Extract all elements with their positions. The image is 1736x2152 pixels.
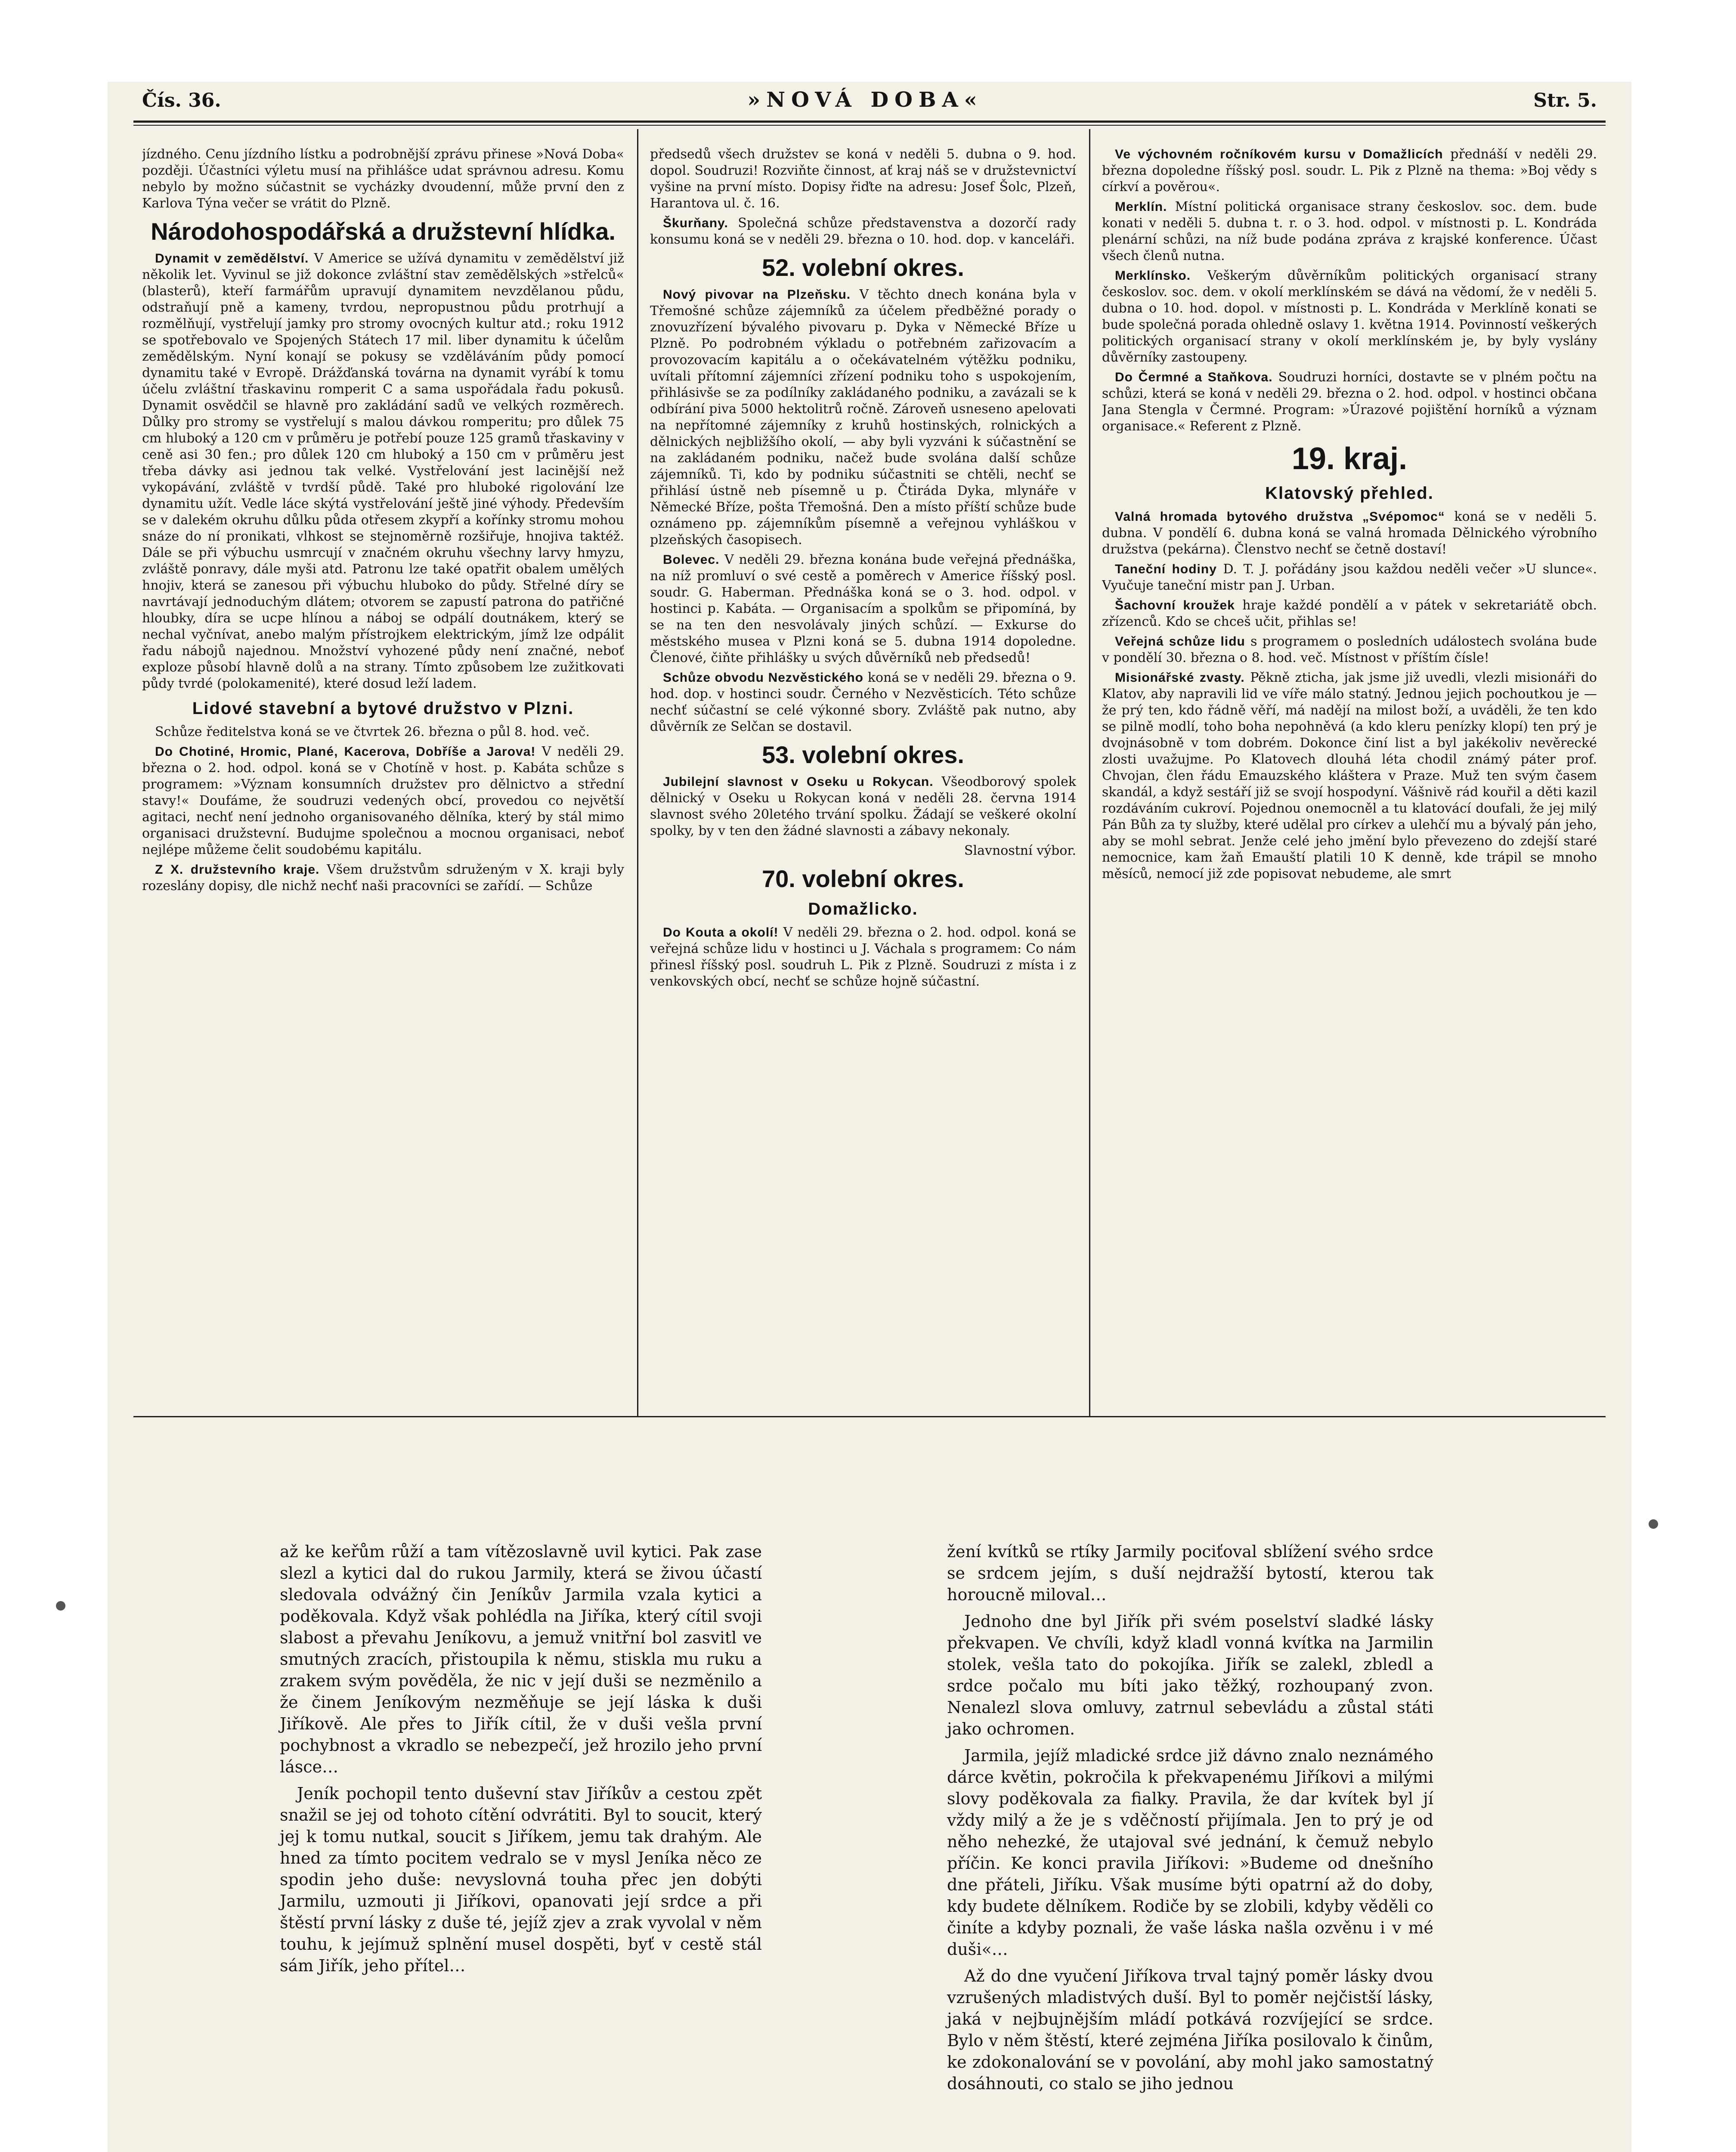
article-lead: Merklín. <box>1115 200 1167 214</box>
article-chotine <box>142 744 624 858</box>
article-lead: Veřejná schůze lidu <box>1115 634 1245 649</box>
section-subheading: Klatovský přehled. <box>1265 484 1434 503</box>
binding-hole <box>1649 1519 1658 1529</box>
article-x-kraj <box>142 862 624 894</box>
article-lead: Dynamit v zemědělství. <box>155 251 309 266</box>
article-text: Všeodborový spolek dělnický v Oseku u Rokycan koná v neděli 28. června 1914 slavnost svého 20letého trvání spolku. Žádají se veškeré okolní spolky, by v ten den žádné slavnosti a zábavy nekonaly. <box>650 774 1076 838</box>
header-rule-thin <box>133 125 1606 126</box>
page-number: Str. 5. <box>1533 90 1597 111</box>
section-heading: 70. volební okres. <box>762 865 964 892</box>
article-lead: Nový pivovar na Plzeňsku. <box>663 288 851 302</box>
article-text: s programem o posledních událostech svolána bude v pondělí 30. března o 8. hod. več. Místnost v příštím čísle! <box>1102 634 1597 665</box>
article-verejna <box>1102 634 1597 666</box>
article-text: V neděli 29. března o 2. hod. odpol. koná se veřejná schůze lidu v hostinci u J. Váchala s programem: Co nám přinesl říšský posl. soudruh L. Pik z Plzně. Soudruzi z místa i z venkovských obcí, nechť se schůze hojně súčastní. <box>650 925 1076 989</box>
binding-hole <box>56 1601 65 1611</box>
serial-paragraph: žení kvítků se rtíky Jarmily pociťoval sblížení svého srdce se srdcem jejím, s duší nejdražší bytostí, kterou tak horoucně miloval… <box>947 1542 1433 1604</box>
article-merklinsko <box>1102 268 1597 366</box>
serial-left <box>280 1541 762 1982</box>
column-1 <box>142 146 624 1420</box>
article-lead: Valná hromada bytového družstva „Svépomoc“ <box>1115 510 1445 524</box>
page-header <box>108 82 1631 116</box>
article-kout <box>650 924 1076 990</box>
article-lead: Misionářské zvasty. <box>1115 671 1245 685</box>
article-text: V Americe se užívá dynamitu v zemědělství již několik let. Vyvinul se již dokonce zvláštní stav zemědělských »střelců« (blasterů), kteří farmářům upravují dynamitem nevzdělanou půdu, odstraňují pně a kameny, tvrdou, nepropustnou půdu protrhují a rozmělňují, vystřelují jamky pro stromy ovocných kultur atd.; roku 1912 se spotřebovalo ve Spojených Státech 17 mil. liber dynamitu k účelům zemědělským. Nyní konají se pokusy se vzděláváním půdy pomocí dynamitu také v Evropě. Drážďanská továrna na dynamit vyrábí k tomu účelu zvláštní třaskavinu romperit C a sama uspořádala řadu pokusů. Dynamit osvědčil se hlavně pro zakládání sadů ve velkých rozměrech. Důlky pro stromy se vystřelují s malou dávkou romperitu; pro důlek 75 cm hluboký a 120 cm v průměru je potřebí pouze 125 gramů třaskaviny v ceně asi 30 fen.; pro důlek 120 cm hluboký a 150 cm v průměru jest třeba dávky asi jednou tak velké. Vystřelování jest lacinější než vykopávání, zvláště v tvrdší půdě. Také pro hluboké rigolování lze dynamitu užít. Vedle láce skýtá vystřelování ještě jiné výhody. Především se v dalekém okruhu důlku půda otřesem zkypří a kořínky stromu mohou snáze do ní pronikati, vlhkost se stejnoměrně rozšiřuje, hnojiva taktéž. Dále se při výbuchu usmrcují v značném okruhu všechny larvy hmyzu, zvláště ponravy, dále myši atd. Patronu lze také opatřit obalem umělých hnojiv, která se zanesou při výbuchu hluboko do půdy. Střelné díry se navrtávají jednoduchým dlátem; otvorem se zapustí patrona do patřičné hloubky, díra se ucpe hlínou a náboj se odpálí doutnákem, který se nechal vyčnívat, anebo malým přístrojkem elektrickým, jímž lze odpálit řadu nábojů najednou. Množství vyhozené půdy není značné, neboť exploze působí hlavně dolů a na strany. Tímto způsobem lze zužitkovati půdy tvrdé (polokamenité), které dosud leží ladem. <box>142 251 624 691</box>
serial-paragraph: až ke keřům růží a tam vítězoslavně uvil kytici. Pak zase slezl a kytici dal do rukou Jarmily, která se živou účastí sledovala odvážný čin Jeníkův Jarmila vzala kytici a poděkovala. Když však pohlédla na Jiříka, který cítil svoji slabost a převahu Jeníkovu, a jemuž vnitřní bol zasvitl ve smutných zracích, přistoupila k němu, stiskla mu ruku a zrakem svým pověděla, že nic v její duši se nezměnilo a že činem Jeníkovým nezměňuje se její láska k duši Jiříkově. Ale přes to Jiřík cítil, že v duši vešla první pochybnost a vkradlo se nebezpečí, jež hrozilo jeho první lásce… <box>280 1542 762 1776</box>
article-lead: Do Čermné a Staňkova. <box>1115 370 1273 384</box>
article-lead: Šachovní kroužek <box>1115 598 1235 612</box>
article-text: hraje každé pondělí a v pátek v sekretariátě obch. zřízenců. Kdo se chceš učit, přihlas se! <box>1102 598 1597 629</box>
section-heading: 19. kraj. <box>1291 442 1408 476</box>
article-merklin <box>1102 199 1597 264</box>
article-bolevec <box>650 552 1076 666</box>
article-text: Soudruzi horníci, dostavte se v plném počtu na schůzi, která se koná v neděli 29. března o 2. hod. odpol. v hostinci občana Jana Stengla v Čermné. Program: »Úrazové pojištění horníků a význam organisace.« Referent z Plzně. <box>1102 370 1597 434</box>
article-lead: Do Kouta a okolí! <box>663 925 779 940</box>
article-svepomoc <box>1102 509 1597 558</box>
section-rule <box>133 1416 1606 1417</box>
article-text: Veškerým důvěrníkům politických organisací strany českoslov. soc. dem. v okolí merklínském se dává na vědomí, že v neděli 5. dubna o 10. hod. dopol. v místnosti p. L. Kondráda v Merklíně konati se bude společná porada ohledně oslavy 1. května 1914. Povinností veškerých politických organisací strany v okolí merklínském je, by byly vyslány důvěrníky zastoupeny. <box>1102 268 1597 365</box>
section-subheading: Domažlicko. <box>808 900 918 918</box>
article-text: koná se v neděli 5. dubna. V pondělí 6. dubna koná se valná hromada Dělnického výrobního družstva (pekárna). Členstvo nechť se četně dostaví! <box>1102 509 1597 557</box>
article-heading: Lidové stavební a bytové družstvo v Plzni. <box>192 699 574 718</box>
article-text: koná se v neděli 29. března o 9. hod. dop. v hostinci soudr. Černého v Nezvěsticích. Této schůze nechť súčastní se celé výkonné sbory. Zvláště pak nutno, aby důvěrník ze Selčan se dostavil. <box>650 670 1076 734</box>
issue-number: Čís. 36. <box>142 90 221 111</box>
article-lead: Merklínsko. <box>1115 269 1191 283</box>
article-text: Všem družstvům sdruženým v X. kraji byly rozeslány dopisy, dle nichž nechť naši pracovníci se zařídí. — Schůze <box>142 862 624 894</box>
article-text: V těchto dnech konána byla v Třemošné schůze zájemníků za účelem předběžné porady o znovuzřízení bývalého pivovaru p. Dyka v Německé Bříze u Plzně. Po podrobném výkladu o potřebném zařizovacím a provozovacím kapitálu a o očekávatelném výtěžku podniku, uvítali přítomní zájemníci zřízení podniku toho s uspokojením, přihlásivše se za podílníky zakládaného podniku, a zavázali se k odbírání piva 5000 hektolitrů ročně. Zároveň usneseno apelovati na nepřítomné zájemníky z kruhů hostinských, rolnických a dělnických nejbližšího okolí, — aby byli vyzváni k súčastnění se na zakládaném podniku, načež bude svolána další schůze zájemníků. Ti, kdo by podniku súčastniti se chtěli, nechť se přihlásí ústně neb písemně u p. Čtiráda Dyka, mlynáře v Německé Bříze, pošta Třemošná. Den a místo příští schůze bude oznámeno pp. zájemníkům písemně a veřejnou vyhláškou v plzeňských časopisech. <box>650 287 1076 547</box>
article-tanecni <box>1102 561 1597 594</box>
article-text: Pěkně zticha, jak jsme již uvedli, vlezli misionáři do Klatov, aby napravili lid ve víře málo statný. Jednou jejich pochoutkou je — že prý ten, kdo řádně věří, má nadějí na milost boží, a uváděli, že ten kdo se pilně modlí, toho boha nepohněvá (a kdo kleru penízky klopí) ten prý je dvojnásobně v tom dobrém. Dokonce činí list a byl jakékoliv nevěrecké zlosti uvažujme. Po Klatovech dlouhá léta chodil známý páter prof. Chvojan, člen řádu Emauzského kláštera v Praze. Muž ten svým časem skandál, a když sestáří již se svojí hospodyní. Vášnivě rád kouřil a děti kazil rozdáváním cukroví. Pojednou onemocněl a tu klatovácí doufali, že jej milý Pán Bůh za ty služby, které udělal pro církev a ulehčí mu a bývalý pán jeho, aby se mohl sebrat. Jenže celé jeho jmění bylo převezeno do zdejší staré nemocnice, kam žaň Emauští platili 10 K denně, kde trápil se mnoho měsíců, nemocí již zde popisovat nebudeme, ale smrt <box>1102 670 1597 881</box>
article-skurnany <box>650 215 1076 248</box>
column-2 <box>650 146 1076 1420</box>
article-osek <box>650 774 1076 839</box>
article-text: D. T. J. pořádány jsou každou neděli večer »U slunce«. Vyučuje taneční mistr pan J. Urban. <box>1102 562 1597 593</box>
masthead: »NOVÁ DOBA« <box>747 88 983 112</box>
article-text: Společná schůze představenstva a dozorčí rady konsumu koná se v neděli 29. března o 10. hod. dop. v kanceláři. <box>650 216 1076 247</box>
section-heading: Národohospodářská a družstevní hlídka. <box>151 218 616 245</box>
serial-paragraph: Jeník pochopil tento duševní stav Jiříkův a cestou zpět snažil se jej od tohoto cítění odvrátiti. Byl to soucit, který jej k tomu nutkal, soucit s Jiříkem, jemu tak drahým. Ale hned za tímto pocitem vedralo se v mysl Jeníka něco ze spodin jeho duše: nevyslovná touha přec jen dobýti Jarmilu, uzmouti ji Jiříkovi, opanovati její srdce a při štěstí první lásky z duše té, jejíž zjev a zrak vyvolal v něm touhu, k jejímuž splnění musel dospěti, byť v cestě stál sám Jiřík, jeho přítel… <box>280 1784 762 1975</box>
newspaper-page <box>108 82 1631 2152</box>
column-divider <box>1089 129 1090 1416</box>
article-text: Místní politická organisace strany českoslov. soc. dem. bude konati v neděli 5. dubna t. r. o 3. hod. odpol. v místnosti p. L. Kondráda plenární schůzi, na níž bude podána zpráva z krajské konference. Účast všech členů nutna. <box>1102 199 1597 263</box>
article-lead: Škurňany. <box>663 216 728 230</box>
article-lead: Schůze obvodu Nezvěstického <box>663 671 863 685</box>
serial-paragraph: Jarmila, jejíž mladické srdce již dávno znalo neznámého dárce květin, pokročila k překvapenému Jiříkovi a milými slovy poděkovala za fialky. Pravila, že dar kvítek byl jí vždy milý a že je s vděčností přijímala. Jen to prý je od něho nehezké, že utajoval své jednání, k čemuž nebylo příčin. Ke konci pravila Jiříkovi: »Budeme od dnešního dne přáteli, Jiříku. Však musíme býti opatrní až do doby, kdy budete dělníkem. Rodiče by se zlobili, kdyby věděli co činíte a kdyby poznali, že vaše láska našla ozvěnu i v mé duši«… <box>947 1746 1433 1959</box>
article-lead: Taneční hodiny <box>1115 562 1217 576</box>
article-text: V neděli 29. března konána bude veřejná přednáška, na níž promluví o své cestě a poměrech v Americe říšský posl. soudr. G. Haberman. Přednáška koná se o 3. hod. odpol. v hostinci p. Kabáta. — Organisacím a spolkům se připomíná, by se na ten den nesvolávaly jiných schůzí. — Exkurse do městského musea v Plzni koná se 5. dubna 1914 dopoledne. Členové, čiňte přihlášky u svých důvěrníků neb předsedů! <box>650 552 1076 665</box>
article-lead: Z X. družstevního kraje. <box>155 863 320 877</box>
article-pivovar <box>650 287 1076 548</box>
article-intro: předsedů všech družstev se koná v neděli 5. dubna o 9. hod. dopol. Soudruzi! Rozviňte činnost, ať kraj náš se v družstevnictví vyšine na první místo. Dopisy řiďte na adresu: Josef Šolc, Plzeň, Harantova ul. č. 16. <box>650 147 1076 211</box>
article-text: V neděli 29. března o 2. hod. odpol. koná se v Chotíně v host. p. Kabáta schůze s programem: »Význam konsumních družstev pro dělnictvo a střední stavy!« Doufáme, že soudruzi vedených obcí, provedou co největší agitaci, nechť není jednoho organisovaného dělníka, který by stál mimo organisaci družstevní. Budujme společnou a mocnou organisaci, neboť nejlépe můžeme čelit soudobému kapitálu. <box>142 744 624 857</box>
header-rule <box>133 121 1606 123</box>
serial-paragraph: Jednoho dne byl Jiřík při svém poselství sladké lásky překvapen. Ve chvíli, když kladl vonná kvítka na Jarmilin stolek, vešla tato do pokojíka. Jiřík se zalekl, zbledl a srdce počalo mu bíti jako těžký, rozhoupaný zvon. Nenalezl slova omluvy, zatrnul sebevládu a zůstal státi jako ochromen. <box>947 1612 1433 1738</box>
article-nezvestice <box>650 670 1076 735</box>
article-signature: Slavnostní výbor. <box>964 843 1076 858</box>
section-heading: 53. volební okres. <box>762 741 964 768</box>
serial-right <box>947 1541 1433 2099</box>
article-lead: Ve výchovném ročníkovém kursu v Domažlicích <box>1115 147 1443 161</box>
article-dynamit <box>142 250 624 692</box>
article-intro: jízdného. Cenu jízdního lístku a podrobnější zprávu přinese »Nová Doba« později. Účastníci výletu musí na přihlášce udat správnou adresu. Komu nebylo by možno súčastnit se vycházky dvoudenní, může první den z Karlova Týna večer se vrátit do Plzně. <box>142 147 624 211</box>
article-lead: Jubilejní slavnost v Oseku u Rokycan. <box>663 775 934 789</box>
article-lead: Bolevec. <box>663 553 720 567</box>
article-domazlice <box>1102 146 1597 195</box>
article-lead: Do Chotiné, Hromic, Plané, Kacerova, Dobříše a Jarova! <box>155 745 536 759</box>
article-text: Schůze ředitelstva koná se ve čtvrtek 26. března o půl 8. hod. več. <box>155 724 590 739</box>
section-heading: 52. volební okres. <box>762 254 964 281</box>
article-text: přednáší v neděli 29. března dopoledne říšský posl. soudr. L. Pik z Plzně na thema: »Boj vědy s církví a pověrou«. <box>1102 147 1597 195</box>
column-3 <box>1102 146 1597 1420</box>
article-sach <box>1102 597 1597 630</box>
article-misionari <box>1102 670 1597 882</box>
column-divider <box>637 129 638 1416</box>
serial-paragraph: Až do dne vyučení Jiříkova trval tajný poměr lásky dvou vzrušených mladistvých duší. Byl to poměr nejčistší lásky, jaká v nejbujnějším mládí potkává rozvíjející se srdce. Bylo v něm štěstí, které zejména Jiříka posilovalo k činům, ke zdokonalování se v povolání, aby mohl jako samostatný dosáhnouti, co stalo se jiho jednou <box>947 1966 1433 2093</box>
article-cermna <box>1102 369 1597 435</box>
